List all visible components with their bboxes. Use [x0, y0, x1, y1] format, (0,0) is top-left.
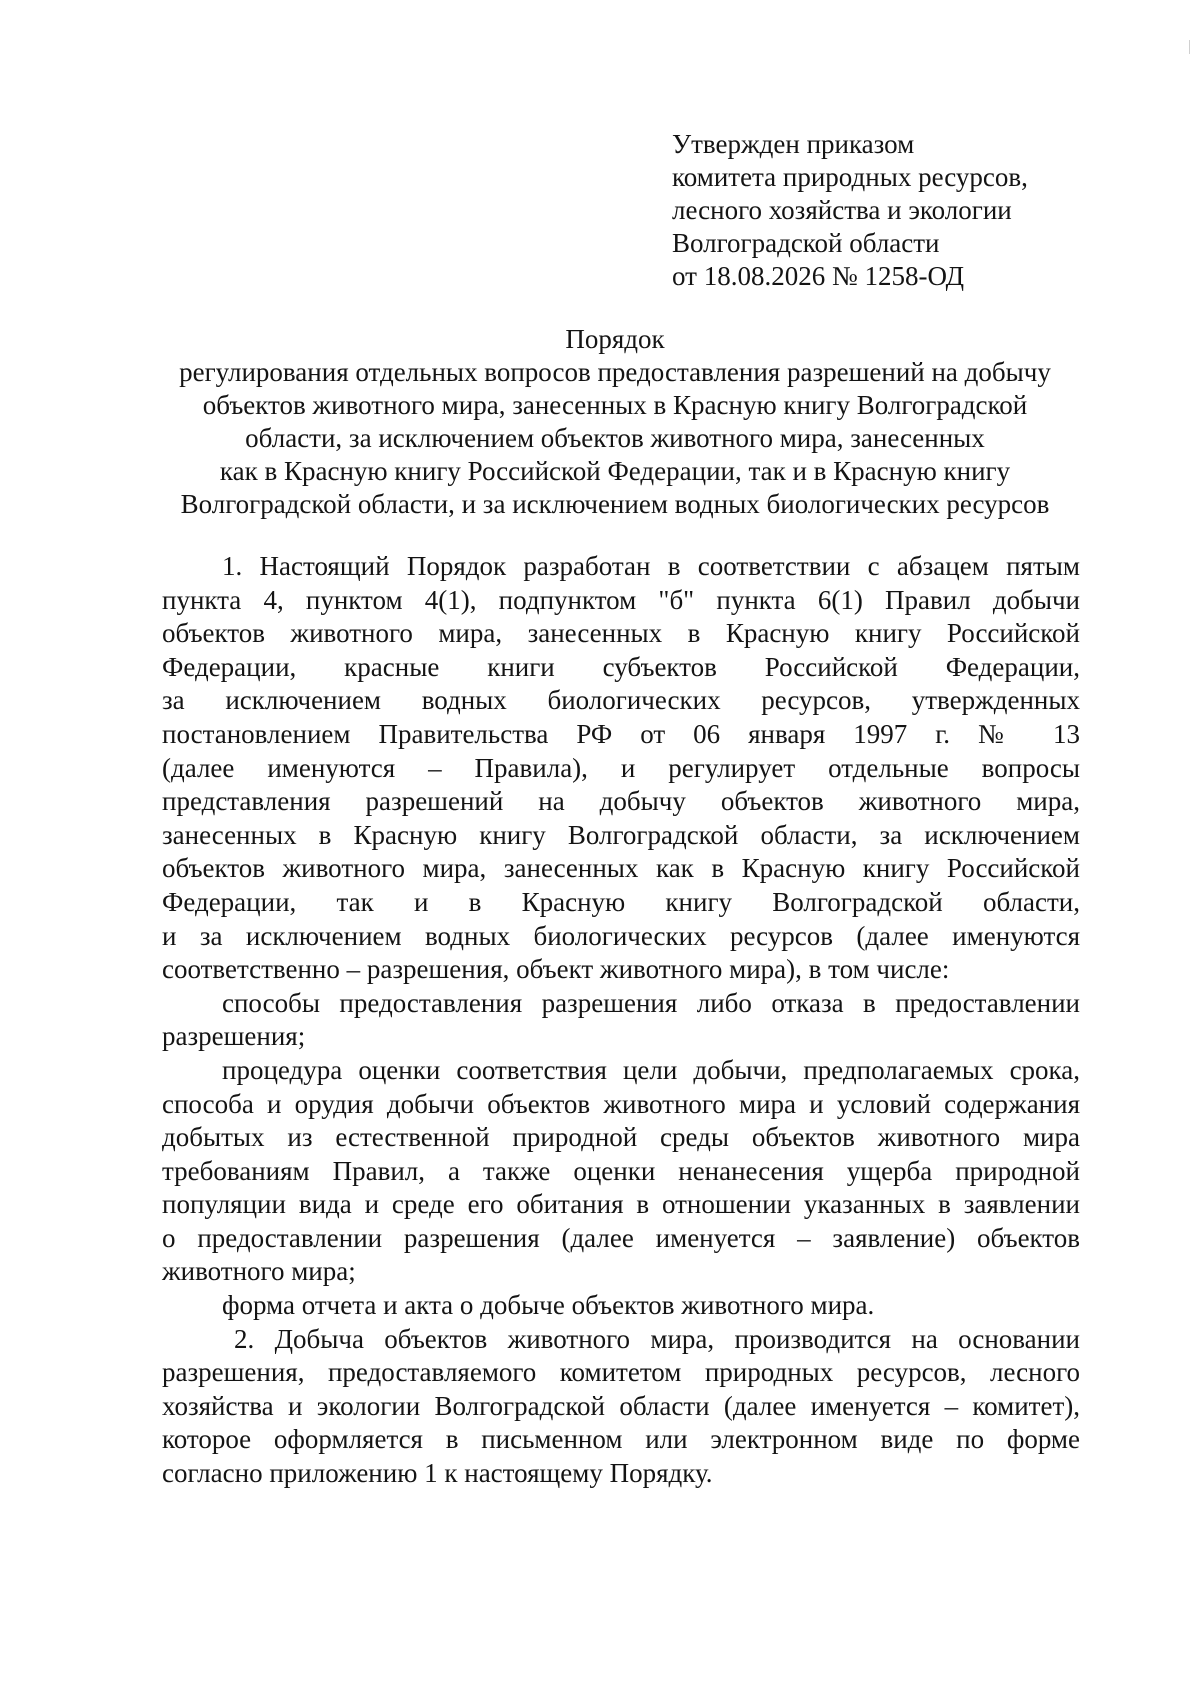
- list-item-line: способы предоставления разрешения либо отказа в предоставлении: [222, 987, 1080, 1018]
- list-item-line: способа и орудия добычи объектов животного мира и условий содержания: [162, 1088, 1080, 1119]
- list-item-line: добытых из естественной природной среды объектов животного мира: [162, 1122, 1080, 1153]
- subtitle-line: как в Красную книгу Российской Федерации, так и в Красную книгу: [219, 456, 1011, 486]
- paragraph-1-line: объектов животного мира, занесенных как в Красную книгу Российской: [162, 853, 1080, 884]
- document-title: Порядок: [565, 324, 665, 354]
- paragraph-1-line: объектов животного мира, занесенных в Красную книгу Российской: [162, 618, 1080, 649]
- paragraph-2-line: согласно приложению 1 к настоящему Порядку.: [162, 1458, 713, 1489]
- scan-edge-mark: [1189, 40, 1190, 54]
- paragraph-1-line: Федерации, красные книги субъектов Российской Федерации,: [162, 651, 1080, 682]
- paragraph-1-line: занесенных в Красную книгу Волгоградской области, за исключением: [162, 819, 1080, 850]
- list-item-line: животного мира;: [162, 1256, 356, 1287]
- list-item-line: процедура оценки соответствия цели добычи, предполагаемых срока,: [222, 1054, 1080, 1085]
- paragraph-1-line: за исключением водных биологических ресурсов, утвержденных: [162, 685, 1080, 716]
- paragraph-2-line: разрешения, предоставляемого комитетом природных ресурсов, лесного: [162, 1357, 1080, 1388]
- paragraph-1-line: представления разрешений на добычу объектов животного мира,: [162, 786, 1080, 817]
- document-body: [162, 550, 1080, 1491]
- list-item-line: популяции вида и среде его обитания в отношении указанных в заявлении: [162, 1189, 1080, 1220]
- paragraph-2-line: которое оформляется в письменном или электронном виде по форме: [162, 1424, 1080, 1455]
- list-item-line: разрешения;: [162, 1021, 306, 1052]
- subtitle-line: регулирования отдельных вопросов предоставления разрешений на добычу: [179, 357, 1051, 387]
- approval-block: [672, 128, 1152, 293]
- list-item-line: о предоставлении разрешения (далее именуется – заявление) объектов: [162, 1222, 1080, 1253]
- approval-line: комитета природных ресурсов,: [672, 162, 1028, 192]
- title-block: [150, 322, 1080, 521]
- paragraph-1-line: (далее именуются – Правила), и регулирует отдельные вопросы: [162, 752, 1080, 783]
- paragraph-1-line: постановлением Правительства РФ от 06 января 1997 г. № 13: [162, 718, 1080, 749]
- approval-line: лесного хозяйства и экологии: [672, 195, 1012, 225]
- approval-line: Утвержден приказом: [672, 129, 915, 159]
- approval-line: Волгоградской области: [672, 228, 940, 258]
- paragraph-2-line: 2. Добыча объектов животного мира, производится на основании: [234, 1323, 1080, 1354]
- paragraph-1-line: Федерации, так и в Красную книгу Волгоградской области,: [162, 886, 1080, 917]
- paragraph-1-line: и за исключением водных биологических ресурсов (далее именуются: [162, 920, 1080, 951]
- subtitle-line: области, за исключением объектов животного мира, занесенных: [245, 423, 985, 453]
- paragraph-1-line: пункта 4, пунктом 4(1), подпунктом "б" пункта 6(1) Правил добычи: [162, 584, 1080, 615]
- paragraph-1-line: соответственно – разрешения, объект животного мира), в том числе:: [162, 954, 950, 985]
- subtitle-line: Волгоградской области, и за исключением водных биологических ресурсов: [180, 489, 1050, 519]
- paragraph-1-line: 1. Настоящий Порядок разработан в соответствии с абзацем пятым: [222, 551, 1080, 581]
- approval-line: от 18.08.2026 № 1258-ОД: [672, 261, 965, 291]
- paragraph-2-line: хозяйства и экологии Волгоградской области (далее именуется – комитет),: [162, 1390, 1080, 1421]
- subtitle-line: объектов животного мира, занесенных в Красную книгу Волгоградской: [202, 390, 1028, 420]
- list-item-line: форма отчета и акта о добыче объектов животного мира.: [222, 1290, 875, 1321]
- list-item-line: требованиям Правил, а также оценки ненанесения ущерба природной: [162, 1155, 1080, 1186]
- document-subtitle: [150, 356, 1080, 521]
